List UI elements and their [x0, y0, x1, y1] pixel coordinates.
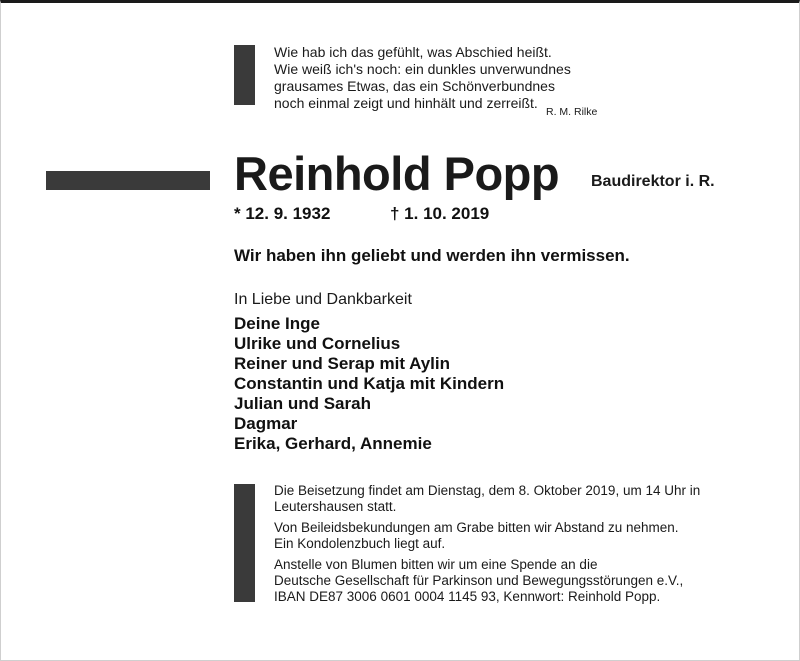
mourner-name: Reiner und Serap mit Aylin: [234, 354, 451, 373]
donation-paragraph: [274, 557, 774, 605]
poem-author: R. M. Rilke: [546, 106, 598, 118]
poem-line: noch einmal zeigt und hinhält und zerreißt.: [274, 95, 538, 111]
burial-paragraph: [274, 483, 774, 515]
notice-line: Leutershausen statt.: [274, 499, 397, 514]
mourner-name: Erika, Gerhard, Annemie: [234, 434, 432, 453]
poem: [274, 44, 614, 112]
deceased-title: Baudirektor i. R.: [591, 173, 715, 190]
poem-line: grausames Etwas, das ein Schönverbundnes: [274, 78, 555, 94]
notice-bar: [234, 484, 255, 602]
mourner-name: Constantin und Katja mit Kindern: [234, 374, 505, 393]
mourner-name: Deine Inge: [234, 314, 320, 333]
birth-date: * 12. 9. 1932: [234, 204, 331, 223]
mourning-intro: In Liebe und Dankbarkeit: [234, 291, 412, 308]
motto: Wir haben ihn geliebt und werden ihn vermissen.: [234, 246, 630, 265]
notice-line: IBAN DE87 3006 0601 0004 1145 93, Kennwort: Reinhold Popp.: [274, 589, 661, 604]
mourner-name: Julian und Sarah: [234, 394, 371, 413]
funeral-notice: [274, 483, 774, 610]
condolences-paragraph: [274, 520, 774, 552]
mourner-name: Ulrike und Cornelius: [234, 334, 401, 353]
deceased-name: Reinhold Popp: [234, 147, 560, 200]
poem-line: Wie hab ich das gefühlt, was Abschied heißt.: [274, 44, 552, 60]
notice-line: Von Beileidsbekundungen am Grabe bitten wir Abstand zu nehmen.: [274, 520, 679, 535]
notice-line: Deutsche Gesellschaft für Parkinson und Bewegungsstörungen e.V.,: [274, 573, 684, 588]
mourner-name: Dagmar: [234, 414, 298, 433]
poem-line: Wie weiß ich's noch: ein dunkles unverwundnes: [274, 61, 571, 77]
poem-bar: [234, 45, 255, 105]
notice-line: Ein Kondolenzbuch liegt auf.: [274, 536, 446, 551]
notice-line: Die Beisetzung findet am Dienstag, dem 8. Oktober 2019, um 14 Uhr in: [274, 483, 701, 498]
name-bar: [46, 171, 210, 190]
mourners-list: [234, 314, 504, 454]
death-date: † 1. 10. 2019: [390, 204, 490, 223]
notice-line: Anstelle von Blumen bitten wir um eine Spende an die: [274, 557, 598, 572]
